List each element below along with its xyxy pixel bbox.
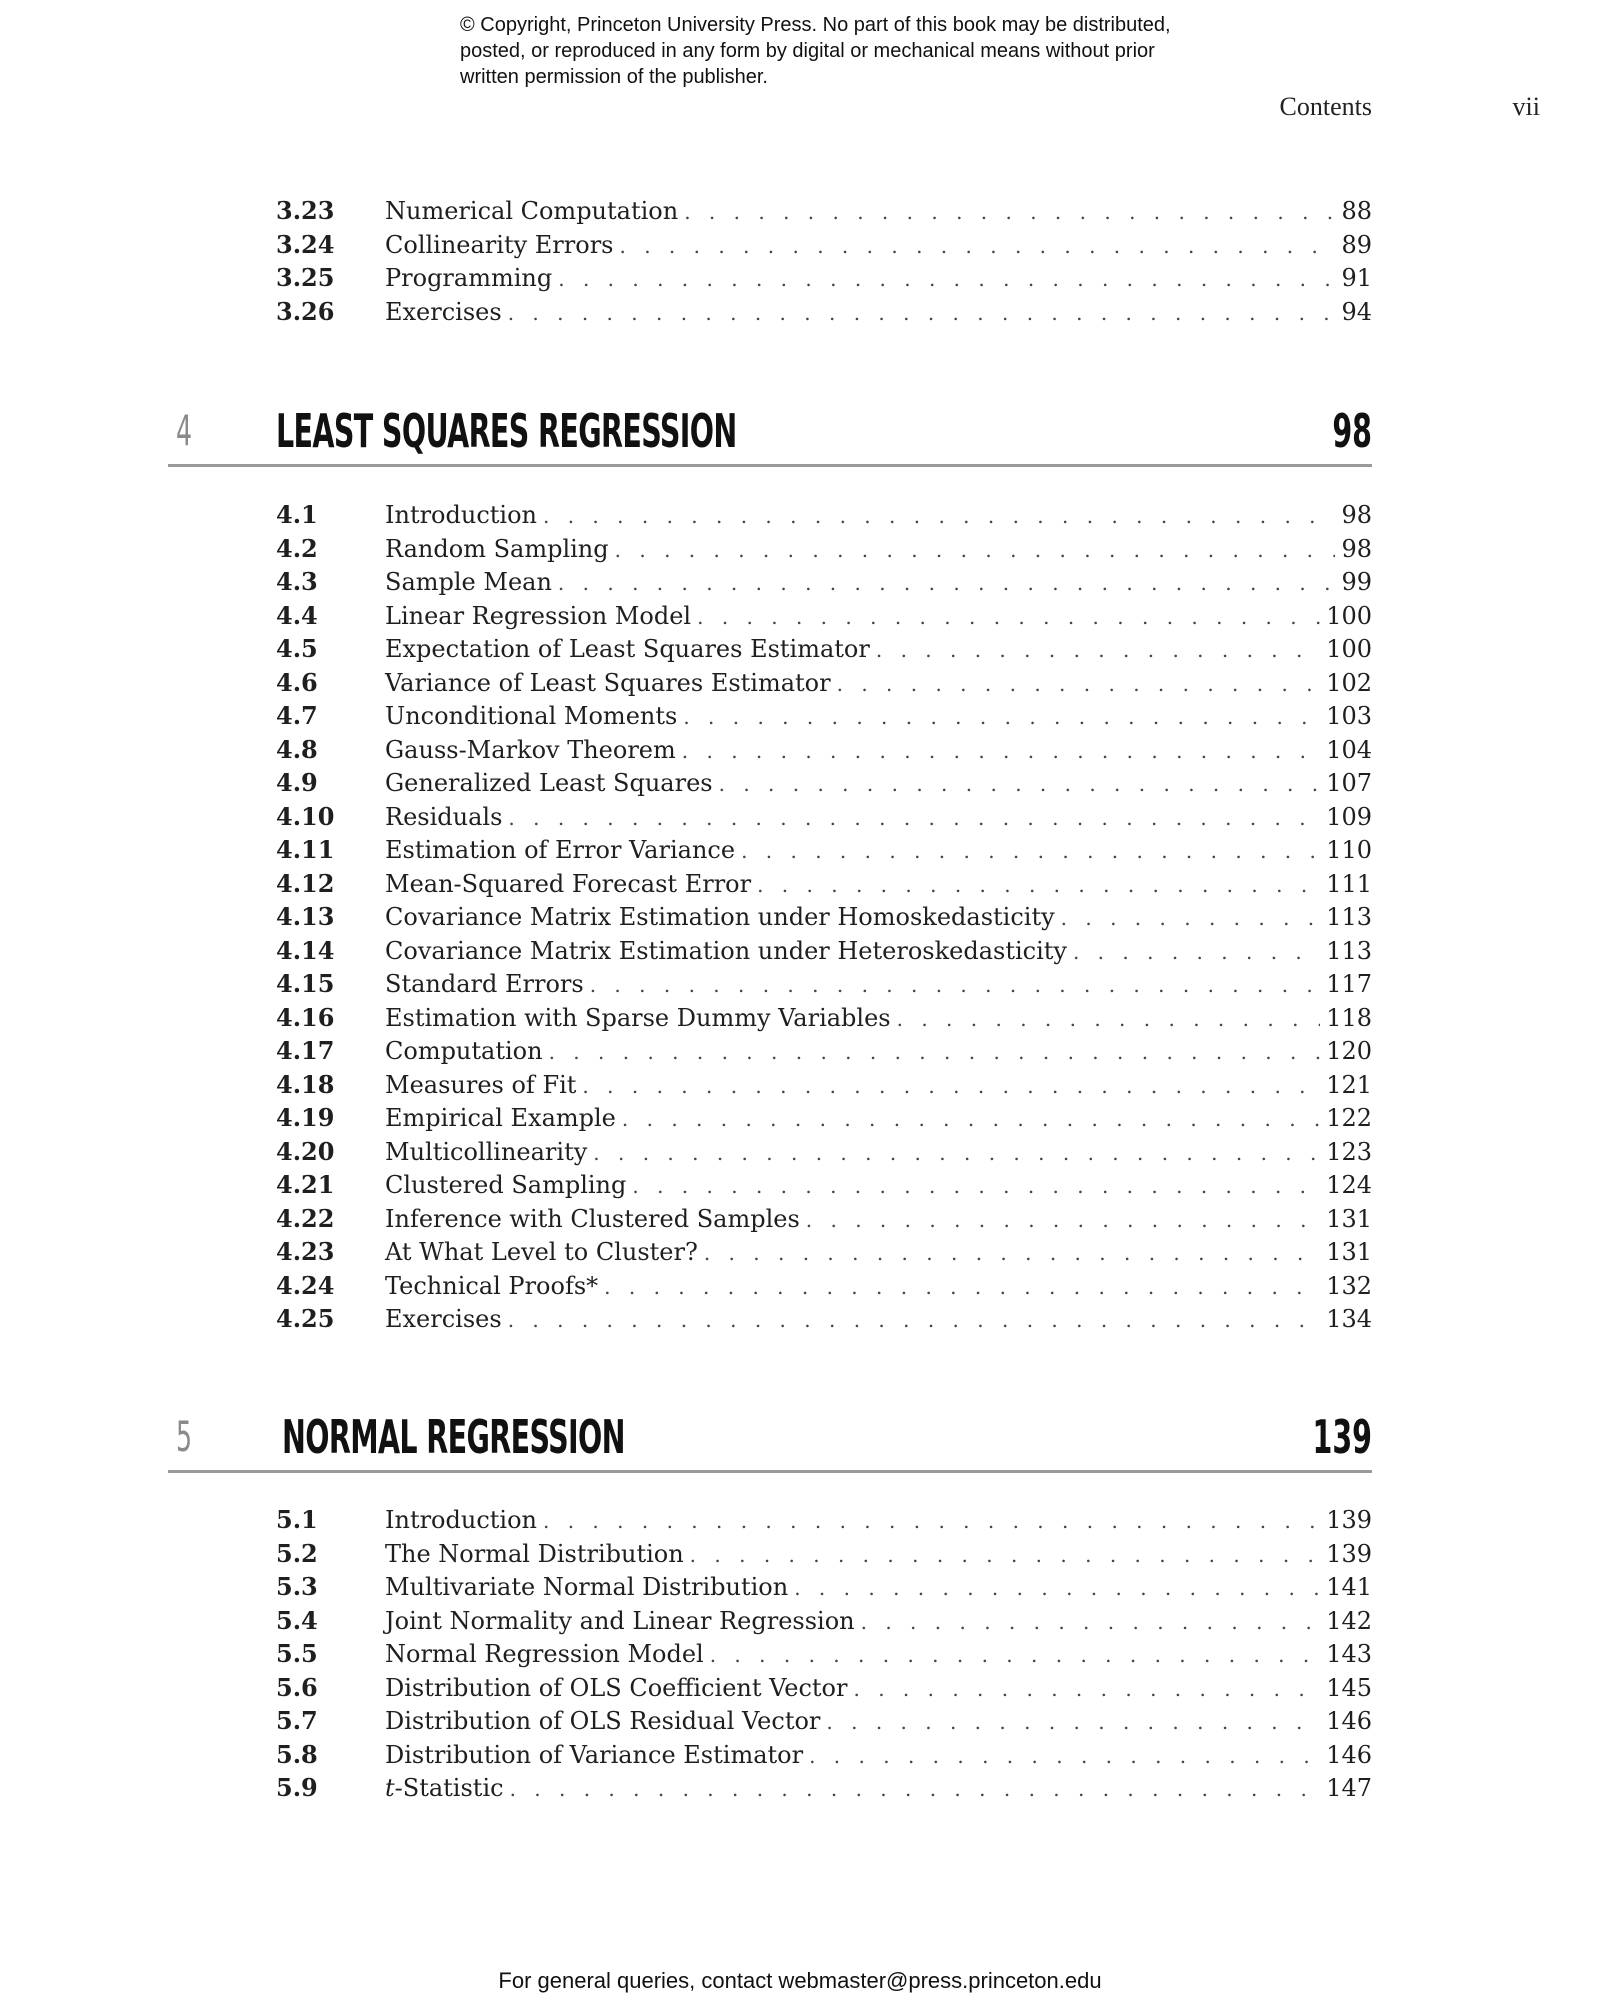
section-number: 4.6	[276, 667, 318, 697]
toc-entry[interactable]	[276, 969, 1372, 1003]
dot-leader	[590, 973, 1320, 997]
section-page: 110	[1326, 836, 1372, 864]
section-title	[385, 1774, 504, 1802]
section-title: Residuals	[385, 802, 503, 831]
section-page: 123	[1326, 1137, 1372, 1166]
section-title: Exercises	[385, 1305, 502, 1333]
section-page: 143	[1326, 1640, 1372, 1668]
toc-entry[interactable]	[276, 1606, 1372, 1640]
toc-entry[interactable]	[276, 802, 1372, 836]
dot-leader	[853, 1677, 1320, 1701]
section-title: Covariance Matrix Estimation under Homoskedasticity	[385, 903, 1055, 931]
section-title: Inference with Clustered Samples	[385, 1204, 800, 1233]
toc-entry[interactable]	[276, 1539, 1372, 1573]
chapter-title: LEAST SQUARES REGRESSION	[276, 404, 737, 458]
toc-entry[interactable]	[276, 768, 1372, 802]
dot-leader	[697, 605, 1320, 629]
toc-entry[interactable]	[276, 1773, 1372, 1807]
dot-leader	[508, 1308, 1321, 1332]
section-title: Standard Errors	[385, 970, 584, 998]
toc-entry[interactable]	[276, 1740, 1372, 1774]
toc-entry[interactable]	[276, 1639, 1372, 1673]
toc-entry[interactable]	[276, 230, 1372, 264]
section-title: Introduction	[385, 1506, 537, 1534]
section-page: 100	[1326, 635, 1372, 663]
section-number: 4.17	[276, 1036, 335, 1065]
footer-contact: For general queries, contact webmaster@press.princeton.edu	[498, 1968, 1102, 1993]
section-title: Variance of Least Squares Estimator	[385, 668, 831, 697]
section-page: 120	[1326, 1037, 1372, 1065]
section-page: 94	[1341, 297, 1372, 326]
dot-leader	[558, 571, 1336, 595]
toc-entry[interactable]	[276, 835, 1372, 869]
section-title: Unconditional Moments	[385, 702, 678, 730]
section-title: Introduction	[385, 501, 537, 529]
section-page: 139	[1326, 1539, 1372, 1568]
toc-chapter-4-entries	[276, 500, 1372, 1338]
section-page: 132	[1326, 1271, 1372, 1300]
chapter-number: 5	[176, 1412, 193, 1461]
section-page: 124	[1326, 1171, 1372, 1199]
section-title: Collinearity Errors	[385, 230, 614, 259]
dot-leader	[1073, 940, 1320, 964]
dot-leader	[690, 1543, 1321, 1567]
section-number: 3.23	[276, 196, 335, 225]
section-page: 147	[1326, 1774, 1372, 1802]
section-page: 139	[1326, 1506, 1372, 1534]
toc-entry[interactable]	[276, 297, 1372, 331]
section-title: Clustered Sampling	[385, 1171, 627, 1199]
section-number: 3.25	[276, 263, 335, 292]
section-page: 141	[1326, 1573, 1372, 1601]
section-page: 109	[1326, 802, 1372, 831]
chapter-number: 4	[176, 406, 193, 455]
section-title: Covariance Matrix Estimation under Heteroskedasticity	[385, 936, 1067, 965]
section-title: Generalized Least Squares	[385, 769, 713, 797]
dot-leader	[558, 267, 1335, 291]
section-number: 4.13	[276, 902, 335, 931]
section-number: 4.21	[276, 1170, 335, 1199]
toc-entry[interactable]	[276, 869, 1372, 903]
section-page: 102	[1326, 668, 1372, 697]
section-number: 4.18	[276, 1069, 335, 1099]
dot-leader	[615, 538, 1336, 562]
section-title: Numerical Computation	[385, 197, 679, 225]
dot-leader	[741, 839, 1320, 863]
toc-entry[interactable]	[276, 1271, 1372, 1305]
section-page: 122	[1326, 1104, 1372, 1132]
section-page: 91	[1341, 264, 1372, 292]
section-number: 5.6	[276, 1672, 318, 1702]
dot-leader	[683, 705, 1320, 729]
section-number: 3.24	[276, 229, 335, 259]
dot-leader	[794, 1576, 1320, 1600]
toc-entry[interactable]	[276, 1304, 1372, 1338]
section-page: 121	[1326, 1070, 1372, 1099]
section-title: Estimation with Sparse Dummy Variables	[385, 1003, 891, 1032]
italic-prefix: t	[385, 1774, 395, 1802]
chapter-heading-5[interactable]	[168, 1406, 1372, 1473]
section-title: Measures of Fit	[385, 1070, 577, 1099]
section-title: Estimation of Error Variance	[385, 836, 736, 864]
chapter-heading-4[interactable]	[168, 400, 1372, 467]
toc-chapter-5-entries	[276, 1505, 1372, 1807]
section-title-rest: -Statistic	[394, 1774, 504, 1802]
toc-entry[interactable]	[276, 1170, 1372, 1204]
dot-leader	[582, 1074, 1320, 1098]
section-page: 145	[1326, 1673, 1372, 1702]
section-page: 103	[1326, 702, 1372, 730]
section-page: 118	[1326, 1003, 1372, 1032]
dot-leader	[508, 806, 1320, 830]
section-title: The Normal Distribution	[385, 1539, 684, 1568]
dot-leader	[682, 739, 1320, 763]
toc-entry[interactable]	[276, 701, 1372, 735]
dot-leader	[861, 1610, 1321, 1634]
toc-entry[interactable]	[276, 1070, 1372, 1104]
dot-leader	[510, 1777, 1321, 1801]
section-page: 131	[1326, 1238, 1372, 1266]
section-number: 5.3	[276, 1572, 318, 1601]
section-page: 88	[1341, 197, 1372, 225]
section-page: 98	[1341, 534, 1372, 563]
section-page: 142	[1326, 1606, 1372, 1635]
section-title: Multicollinearity	[385, 1137, 588, 1166]
section-number: 5.8	[276, 1739, 318, 1769]
toc-entry[interactable]	[276, 567, 1372, 601]
section-number: 4.10	[276, 801, 335, 831]
section-number: 4.25	[276, 1304, 335, 1333]
section-title: Expectation of Least Squares Estimator	[385, 635, 870, 663]
toc-entry[interactable]	[276, 534, 1372, 568]
section-number: 4.12	[276, 868, 335, 898]
toc-entry[interactable]	[276, 902, 1372, 936]
dot-leader	[837, 672, 1321, 696]
toc-entry[interactable]	[276, 196, 1372, 230]
section-number: 4.4	[276, 600, 318, 630]
section-number: 4.14	[276, 935, 335, 965]
dot-leader	[710, 1643, 1320, 1667]
section-title: Sample Mean	[385, 568, 552, 596]
toc-entry[interactable]	[276, 1237, 1372, 1271]
copyright-notice: © Copyright, Princeton University Press. No part of this book may be distributed, posted, or reproduced in any form by digital or mechanical means without prior written permission of the publisher.	[460, 14, 1171, 88]
dot-leader	[897, 1007, 1321, 1031]
section-title: Gauss-Markov Theorem	[385, 735, 676, 764]
section-page: 113	[1326, 936, 1372, 965]
section-page: 111	[1326, 869, 1372, 898]
section-number: 5.9	[276, 1773, 318, 1802]
toc-entry[interactable]	[276, 1036, 1372, 1070]
section-title: Normal Regression Model	[385, 1640, 704, 1668]
toc-entry[interactable]	[276, 1103, 1372, 1137]
section-title: Linear Regression Model	[385, 601, 692, 630]
toc-entry[interactable]	[276, 1706, 1372, 1740]
section-number: 5.4	[276, 1605, 318, 1635]
dot-leader	[757, 873, 1320, 897]
dot-leader	[876, 638, 1320, 662]
toc-entry[interactable]	[276, 1673, 1372, 1707]
section-title: Exercises	[385, 297, 502, 326]
dot-leader	[806, 1208, 1320, 1232]
toc-entry[interactable]	[276, 1572, 1372, 1606]
section-number: 3.26	[276, 296, 335, 326]
section-number: 4.3	[276, 567, 318, 596]
section-page: 89	[1341, 230, 1372, 259]
section-page: 99	[1341, 568, 1372, 596]
section-page: 98	[1341, 501, 1372, 529]
section-title: At What Level to Cluster?	[385, 1238, 698, 1266]
toc-entry[interactable]	[276, 668, 1372, 702]
section-number: 5.2	[276, 1538, 318, 1568]
dot-leader	[1061, 906, 1321, 930]
section-title: Technical Proofs*	[385, 1271, 599, 1300]
toc-entry[interactable]	[276, 1003, 1372, 1037]
toc-entry[interactable]	[276, 601, 1372, 635]
section-number: 4.20	[276, 1136, 335, 1166]
dot-leader	[826, 1710, 1320, 1734]
page-number: vii	[1512, 92, 1540, 121]
dot-leader	[809, 1744, 1320, 1768]
dot-leader	[604, 1275, 1320, 1299]
dot-leader	[704, 1241, 1320, 1265]
dot-leader	[543, 1509, 1320, 1533]
section-title: Programming	[385, 264, 553, 292]
dot-leader	[622, 1107, 1320, 1131]
section-number: 4.2	[276, 533, 318, 563]
section-number: 4.24	[276, 1270, 335, 1300]
section-page: 100	[1326, 601, 1372, 630]
section-number: 4.7	[276, 701, 318, 730]
section-title: Distribution of Variance Estimator	[385, 1740, 804, 1769]
section-number: 5.1	[276, 1505, 318, 1534]
section-page: 107	[1326, 769, 1372, 797]
dot-leader	[620, 234, 1336, 258]
toc-entry[interactable]	[276, 735, 1372, 769]
section-number: 4.11	[276, 835, 335, 864]
dot-leader	[543, 504, 1335, 528]
dot-leader	[684, 200, 1335, 224]
section-number: 4.16	[276, 1002, 335, 1032]
toc-entry[interactable]	[276, 263, 1372, 297]
chapter-page: 139	[1312, 1410, 1372, 1464]
section-number: 4.23	[276, 1237, 335, 1266]
toc-entry[interactable]	[276, 1505, 1372, 1539]
toc-entry[interactable]	[276, 500, 1372, 534]
section-number: 4.1	[276, 500, 318, 529]
section-number: 4.15	[276, 969, 335, 998]
toc-entry[interactable]	[276, 1137, 1372, 1171]
section-number: 5.7	[276, 1706, 318, 1735]
dot-leader	[719, 772, 1321, 796]
section-title: Distribution of OLS Residual Vector	[385, 1707, 821, 1735]
chapter-page: 98	[1332, 404, 1372, 458]
dot-leader	[632, 1174, 1320, 1198]
toc-entry[interactable]	[276, 1204, 1372, 1238]
section-page: 134	[1326, 1305, 1372, 1333]
section-title: Empirical Example	[385, 1104, 616, 1132]
section-number: 4.22	[276, 1203, 335, 1233]
section-number: 4.5	[276, 634, 318, 663]
dot-leader	[549, 1040, 1321, 1064]
section-page: 113	[1326, 903, 1372, 931]
section-title: Random Sampling	[385, 534, 609, 563]
section-number: 5.5	[276, 1639, 318, 1668]
dot-leader	[508, 301, 1336, 325]
toc-entry[interactable]	[276, 936, 1372, 970]
chapter-title: NORMAL REGRESSION	[282, 1410, 625, 1464]
toc-entry[interactable]	[276, 634, 1372, 668]
section-title: Multivariate Normal Distribution	[385, 1573, 789, 1601]
section-number: 4.9	[276, 768, 318, 797]
section-title: Distribution of OLS Coefficient Vector	[385, 1673, 848, 1702]
section-number: 4.19	[276, 1103, 335, 1132]
section-page: 104	[1326, 735, 1372, 764]
running-head: Contents	[1279, 92, 1372, 121]
section-page: 131	[1326, 1204, 1372, 1233]
dot-leader	[593, 1141, 1320, 1165]
section-title: Computation	[385, 1037, 543, 1065]
section-title: Mean-Squared Forecast Error	[385, 869, 752, 898]
toc-section-3-continued	[276, 196, 1372, 330]
section-page: 146	[1326, 1707, 1372, 1735]
section-title: Joint Normality and Linear Regression	[385, 1606, 855, 1635]
section-number: 4.8	[276, 734, 318, 764]
section-page: 146	[1326, 1740, 1372, 1769]
section-page: 117	[1326, 970, 1372, 998]
